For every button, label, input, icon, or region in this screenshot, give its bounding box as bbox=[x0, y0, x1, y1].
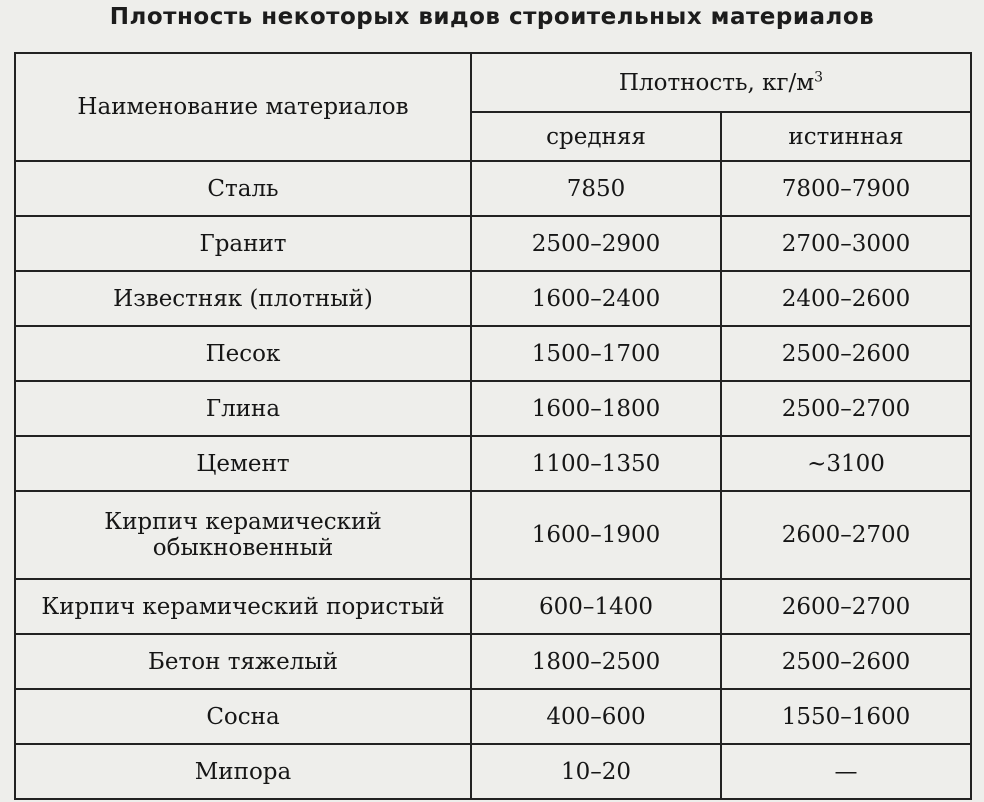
material-name-cell: Сталь bbox=[15, 161, 471, 216]
true-density-cell: 2400–2600 bbox=[721, 271, 971, 326]
column-group-header-density bbox=[471, 53, 971, 112]
table-row bbox=[15, 634, 971, 689]
true-density-cell: 2700–3000 bbox=[721, 216, 971, 271]
density-header-label: Плотность, кг/м bbox=[618, 69, 815, 96]
average-density-cell: 600–1400 bbox=[471, 579, 721, 634]
material-name-cell: Мипора bbox=[15, 744, 471, 799]
true-density-cell: 2600–2700 bbox=[721, 491, 971, 579]
material-name-cell: Цемент bbox=[15, 436, 471, 491]
average-density-cell: 1800–2500 bbox=[471, 634, 721, 689]
material-name-cell: Глина bbox=[15, 381, 471, 436]
true-density-cell: ~3100 bbox=[721, 436, 971, 491]
table-row bbox=[15, 491, 971, 579]
average-density-cell: 1600–1900 bbox=[471, 491, 721, 579]
average-density-cell: 1100–1350 bbox=[471, 436, 721, 491]
true-density-cell: 7800–7900 bbox=[721, 161, 971, 216]
table-row bbox=[15, 579, 971, 634]
table-row bbox=[15, 689, 971, 744]
table-row bbox=[15, 216, 971, 271]
material-name-cell: Песок bbox=[15, 326, 471, 381]
page-title: Плотность некоторых видов строительных материалов bbox=[109, 4, 875, 30]
material-name-cell: Сосна bbox=[15, 689, 471, 744]
average-density-cell: 1600–2400 bbox=[471, 271, 721, 326]
density-unit-exponent: 3 bbox=[814, 68, 824, 85]
table-row bbox=[15, 326, 971, 381]
material-name-line: обыкновенный bbox=[152, 535, 334, 561]
average-density-cell: 1600–1800 bbox=[471, 381, 721, 436]
average-density-cell: 7850 bbox=[471, 161, 721, 216]
true-density-cell: — bbox=[721, 744, 971, 799]
true-density-cell: 2500–2600 bbox=[721, 634, 971, 689]
column-header-average: средняя bbox=[471, 112, 721, 161]
average-density-cell: 2500–2900 bbox=[471, 216, 721, 271]
material-name-cell: Кирпич керамический пористый bbox=[15, 579, 471, 634]
average-density-cell: 1500–1700 bbox=[471, 326, 721, 381]
true-density-cell: 2600–2700 bbox=[721, 579, 971, 634]
material-name-line: Кирпич керамический bbox=[104, 509, 382, 535]
table-row bbox=[15, 161, 971, 216]
column-header-true: истинная bbox=[721, 112, 971, 161]
density-table bbox=[14, 52, 972, 800]
average-density-cell: 400–600 bbox=[471, 689, 721, 744]
table-row bbox=[15, 271, 971, 326]
column-header-material-name: Наименование материалов bbox=[15, 53, 471, 161]
table-row bbox=[15, 381, 971, 436]
true-density-cell: 2500–2600 bbox=[721, 326, 971, 381]
material-name-cell: Бетон тяжелый bbox=[15, 634, 471, 689]
table-row bbox=[15, 744, 971, 799]
true-density-cell: 2500–2700 bbox=[721, 381, 971, 436]
true-density-cell: 1550–1600 bbox=[721, 689, 971, 744]
material-name-cell bbox=[15, 491, 471, 579]
material-name-cell: Гранит bbox=[15, 216, 471, 271]
material-name-cell: Известняк (плотный) bbox=[15, 271, 471, 326]
average-density-cell: 10–20 bbox=[471, 744, 721, 799]
table-row bbox=[15, 436, 971, 491]
